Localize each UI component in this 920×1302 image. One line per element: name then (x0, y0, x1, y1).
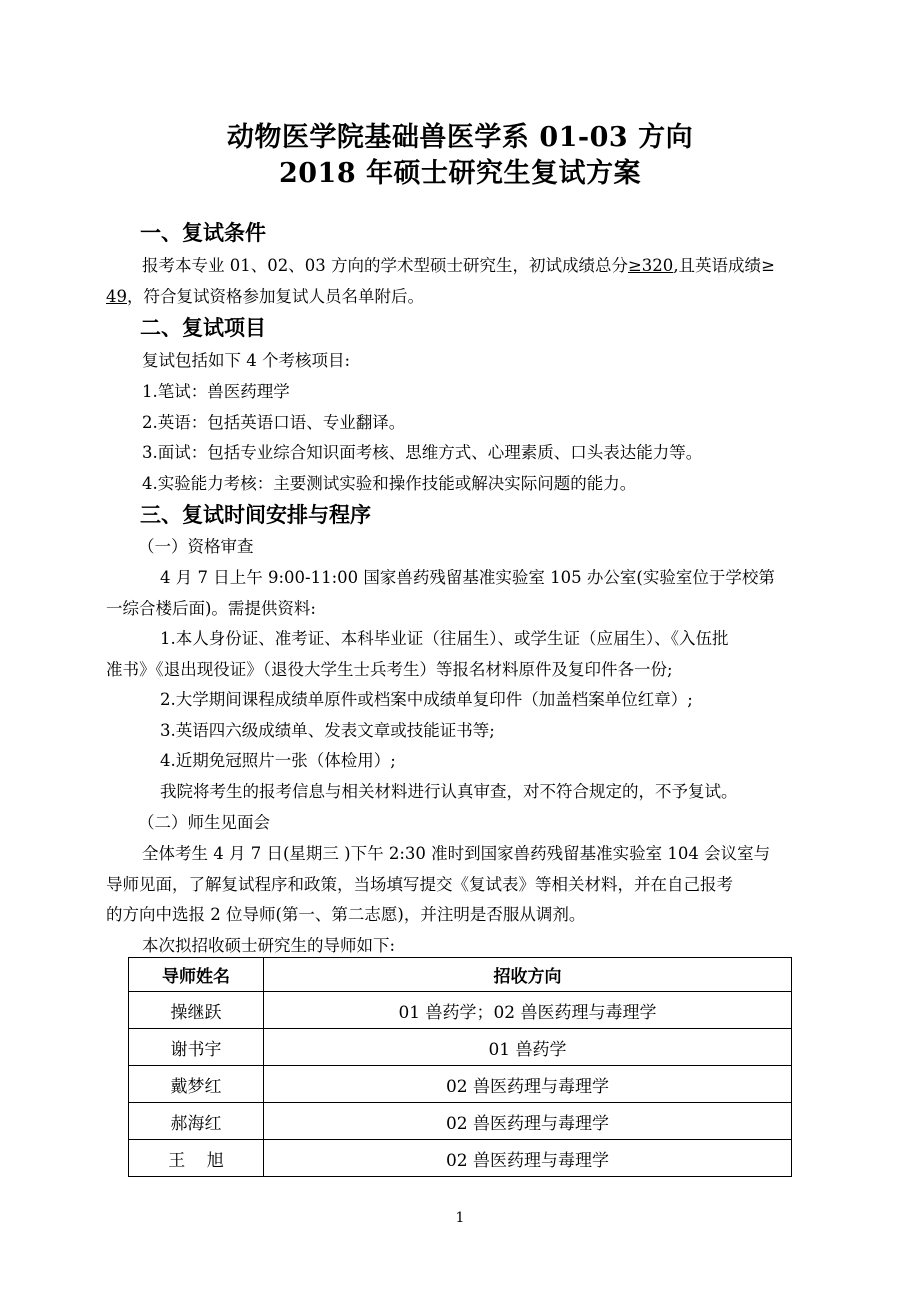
exam-item-4: 4.实验能力考核：主要测试实验和操作技能或解决实际问题的能力。 (142, 474, 637, 493)
document-title-line1: 动物医学院基础兽医学系 01-03 方向 (226, 122, 694, 153)
tutor-name-cell: 王 旭 (129, 1140, 264, 1177)
meeting-line-2: 导师见面，了解复试程序和政策，当场填写提交《复试表》等相关材料，并在自己报考 (106, 875, 733, 894)
tutor-table (128, 957, 792, 1177)
tutor-name-cell: 谢书宇 (129, 1029, 264, 1066)
material-line-2: 准书》《退出现役证》（退役大学生士兵考生）等报名材料原件及复印件各一份; (106, 660, 673, 679)
column-header-direction: 招收方向 (264, 958, 792, 992)
qualification-time-line2: 一综合楼后面)。需提供资料: (106, 599, 316, 618)
exam-item-2: 2.英语：包括英语口语、专业翻译。 (142, 413, 406, 432)
document-title-line2: 2018 年硕士研究生复试方案 (278, 158, 642, 189)
total-score-threshold: ≥320 (627, 256, 674, 275)
direction-cell: 02 兽医药理与毒理学 (264, 1066, 792, 1103)
section1-text-c: ，符合复试资格参加复试人员名单附后。 (127, 287, 424, 306)
table-row (129, 1066, 792, 1103)
ge-symbol: ≥ (761, 256, 775, 275)
subsection-meeting-heading: （二）师生见面会 (138, 813, 270, 832)
meeting-line-3: 的方向中选报 2 位导师(第一、第二志愿)，并注明是否服从调剂。 (106, 905, 586, 924)
subsection-qualification-heading: （一）资格审查 (138, 537, 254, 556)
direction-cell: 01 兽药学；02 兽医药理与毒理学 (264, 992, 792, 1029)
material-line-5: 4.近期免冠照片一张（体检用）; (160, 751, 396, 770)
material-line-4: 3.英语四六级成绩单、发表文章或技能证书等; (160, 721, 495, 740)
exam-item-1: 1.笔试：兽医药理学 (142, 382, 290, 401)
meeting-line-1: 全体考生 4 月 7 日(星期三 )下午 2:30 准时到国家兽药残留基准实验室 104 会议室与 (142, 844, 771, 863)
table-row (129, 992, 792, 1029)
section2-intro: 复试包括如下 4 个考核项目: (142, 351, 351, 370)
section1-paragraph-line2 (106, 285, 424, 309)
tutor-table-intro: 本次拟招收硕士研究生的导师如下: (142, 936, 396, 955)
column-header-tutor-name: 导师姓名 (129, 958, 264, 992)
section2-heading: 二、复试项目 (140, 315, 266, 340)
material-line-1: 1.本人身份证、准考证、本科毕业证（往届生）、或学生证（应届生）、《入伍批 (160, 629, 729, 648)
section1-paragraph-line1 (142, 254, 775, 278)
tutor-name-cell: 操继跃 (129, 992, 264, 1029)
page-number: 1 (455, 1210, 465, 1226)
direction-cell: 02 兽医药理与毒理学 (264, 1103, 792, 1140)
direction-cell: 01 兽药学 (264, 1029, 792, 1066)
section3-heading: 三、复试时间安排与程序 (140, 502, 371, 527)
material-line-3: 2.大学期间课程成绩单原件或档案中成绩单复印件（加盖档案单位红章）; (160, 690, 693, 709)
qualification-time-line1: 4 月 7 日上午 9:00-11:00 国家兽药残留基准实验室 105 办公室(实验室位于学校第 (160, 568, 775, 587)
table-header-row (129, 958, 792, 992)
section1-heading: 一、复试条件 (140, 220, 266, 245)
exam-item-3: 3.面试：包括专业综合知识面考核、思维方式、心理素质、口头表达能力等。 (142, 443, 703, 462)
tutor-name-cell: 戴梦红 (129, 1066, 264, 1103)
table-row (129, 1029, 792, 1066)
direction-cell: 02 兽医药理与毒理学 (264, 1140, 792, 1177)
english-score-threshold: 49 (106, 287, 127, 306)
review-note: 我院将考生的报考信息与相关材料进行认真审查，对不符合规定的，不予复试。 (160, 782, 738, 801)
tutor-name-cell: 郝海红 (129, 1103, 264, 1140)
table-row (129, 1140, 792, 1177)
section1-text-a: 报考本专业 01、02、03 方向的学术型硕士研究生，初试成绩总分 (142, 256, 628, 275)
section1-text-b: ,且英语成绩 (673, 256, 762, 275)
table-row (129, 1103, 792, 1140)
